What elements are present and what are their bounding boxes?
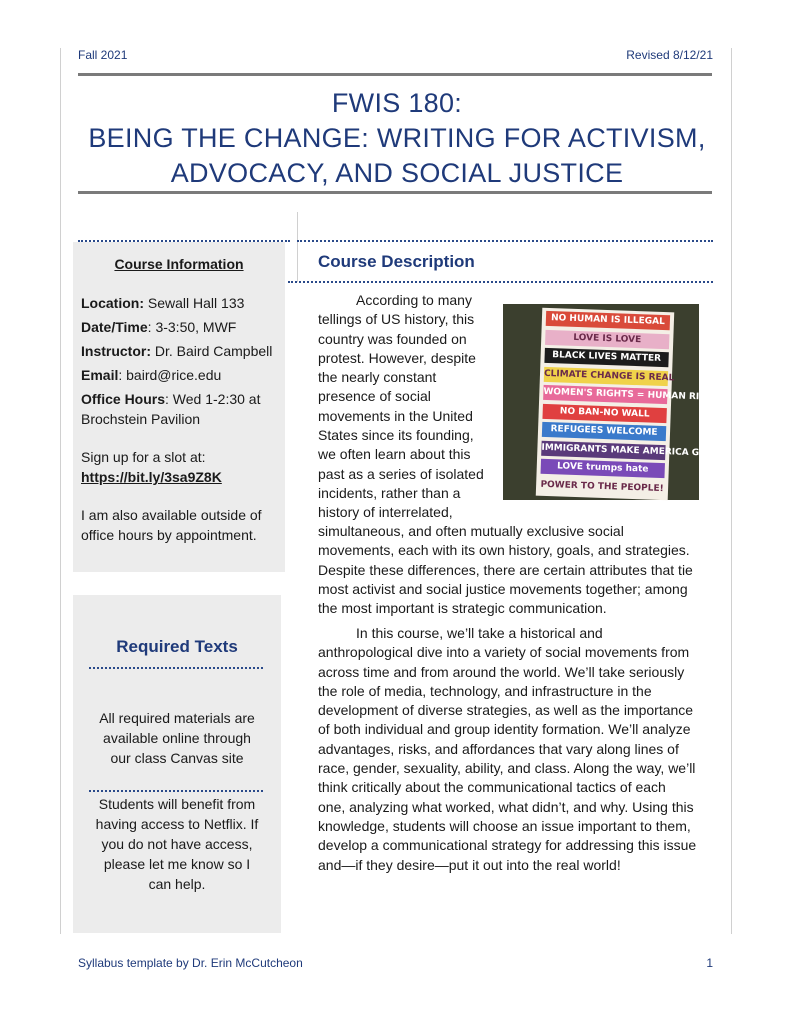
- description-line: movements in the United: [318, 407, 473, 424]
- sign-slogan: REFUGEES WELCOME: [542, 422, 666, 441]
- office-hours-line: [81, 389, 285, 409]
- term-label: Fall 2021: [78, 48, 128, 62]
- sign-slogan: BLACK LIVES MATTER: [544, 348, 668, 367]
- netflix-line: you do not have access,: [101, 836, 253, 852]
- location-label: Location:: [81, 295, 144, 311]
- instructor-line: [81, 339, 285, 363]
- materials-line: our class Canvas site: [110, 750, 244, 766]
- description-line: incidents, rather than a: [318, 484, 461, 501]
- title-line-2: BEING THE CHANGE: WRITING FOR ACTIVISM,: [88, 123, 706, 153]
- netflix-line: can help.: [148, 876, 206, 892]
- description-line: country was founded on: [318, 330, 467, 347]
- availability-line-1: I am also available outside of: [81, 507, 262, 523]
- description-line: In this course, we’ll take a historical and: [356, 625, 603, 641]
- description-line: across time and from around the world. We’ll take seriously: [318, 663, 685, 680]
- datetime-line: [81, 315, 285, 339]
- description-line: of both individual and group identity formation. We’ll analyze: [318, 721, 691, 738]
- description-line: development of diverse strategies, as well as the importance: [318, 702, 694, 719]
- description-line: simultaneous, and often mutually exclusive social: [318, 523, 624, 539]
- required-texts-rule-1: [89, 667, 263, 669]
- description-line: States since its founding,: [318, 427, 474, 444]
- signup-link[interactable]: [81, 467, 285, 487]
- location-line: [81, 291, 285, 315]
- required-texts-heading: Required Texts: [116, 637, 238, 656]
- sign-slogan: CLIMATE CHANGE IS REAL: [544, 366, 668, 385]
- description-line: we often learn about this: [318, 446, 471, 463]
- sign-slogan: LOVE trumps hate: [541, 459, 665, 478]
- left-margin-line: [60, 48, 61, 934]
- description-line: knowledge, students will choose an issue important to them,: [318, 817, 691, 834]
- instructor-value: Dr. Baird Campbell: [151, 343, 273, 359]
- column-divider: [297, 212, 298, 282]
- title-line-1: FWIS 180:: [331, 88, 463, 118]
- description-line: the role of media, technology, and infrastructure in the: [318, 682, 652, 699]
- materials-line: All required materials are: [99, 710, 255, 726]
- course-description-heading: Course Description: [318, 252, 475, 271]
- description-heading-rule: [288, 281, 713, 283]
- description-line: and—if they desire—put it out into the real world!: [318, 856, 621, 873]
- email-value: : baird@rice.edu: [118, 367, 222, 383]
- office-hours-label: Office Hours: [81, 391, 166, 407]
- netflix-note: [73, 794, 281, 894]
- description-line: past as a series of isolated: [318, 465, 484, 482]
- course-info-heading: Course Information: [114, 256, 244, 272]
- footer-credit: Syllabus template by Dr. Erin McCutcheon: [78, 956, 303, 970]
- netflix-line: Students will benefit from: [98, 796, 256, 812]
- instructor-label: Instructor:: [81, 343, 151, 359]
- sign-slogan: IMMIGRANTS MAKE AMERICA GREAT: [541, 442, 725, 459]
- title-line-3: ADVOCACY, AND SOCIAL JUSTICE: [170, 158, 624, 188]
- description-para2: [318, 624, 713, 875]
- course-info-details: [81, 291, 285, 545]
- required-texts-rule-2: [89, 790, 263, 792]
- description-para1-wrapped: [318, 291, 490, 523]
- description-line: movements, each with its own history, goals, and strategies.: [318, 542, 690, 559]
- description-line: Despite these differences, there are certain attributes that tie: [318, 561, 693, 578]
- page-number: 1: [706, 956, 713, 970]
- sign-slogan: WOMEN'S RIGHTS = HUMAN RIGHTS: [543, 386, 727, 404]
- office-location-line: Brochstein Pavilion: [81, 411, 201, 427]
- netflix-line: having access to Netflix. If: [95, 816, 259, 832]
- description-line: advantages, risks, and affordances that vary along lines of: [318, 740, 679, 757]
- description-line: the nearly constant: [318, 369, 437, 386]
- protest-sign-photo: [503, 304, 727, 500]
- description-line: anthropological dive into a variety of social movements from: [318, 644, 690, 661]
- netflix-line: please let me know so I: [103, 856, 251, 872]
- datetime-value: : 3-3:50, MWF: [147, 319, 237, 335]
- description-line: develop a communicational strategy for addressing this issue: [318, 837, 697, 854]
- email-line: [81, 363, 285, 387]
- title-bottom-rule: [78, 191, 712, 194]
- description-line: history of interrelated,: [318, 504, 453, 521]
- description-line: According to many: [356, 292, 472, 308]
- description-line: think critically about the communicational tactics of each: [318, 779, 666, 796]
- description-line: protest. However, despite: [318, 349, 476, 366]
- sign-slogan: NO BAN-NO WALL: [542, 403, 666, 422]
- sign-slogan: LOVE IS LOVE: [545, 329, 669, 348]
- office-hours-value: : Wed 1-2:30 at: [165, 391, 261, 407]
- sign-slogan: POWER TO THE PEOPLE!: [540, 477, 664, 496]
- protest-sign: [536, 308, 727, 500]
- email-label: Email: [81, 367, 119, 383]
- revised-label: Revised 8/12/21: [626, 48, 713, 62]
- description-line: race, gender, sexuality, ability, and class. Along the way, we’ll: [318, 760, 696, 777]
- description-line: the most important is strategic communication.: [318, 600, 607, 617]
- location-value: Sewall Hall 133: [144, 295, 245, 311]
- availability-line-2: office hours by appointment.: [81, 527, 257, 543]
- title-top-rule: [78, 73, 712, 76]
- description-line: tellings of US history, this: [318, 311, 475, 328]
- signup-link-text[interactable]: https://bit.ly/3sa9Z8K: [81, 469, 222, 485]
- description-line: most activist and social justice movements together; among: [318, 580, 688, 597]
- description-para1-full: [318, 522, 713, 618]
- signup-line: Sign up for a slot at:: [81, 449, 206, 465]
- required-texts-box: [73, 595, 281, 933]
- description-line: one, analyzing what worked, what didn’t, and why. Using this: [318, 798, 694, 815]
- description-line: presence of social: [318, 388, 431, 405]
- sign-slogan: NO HUMAN IS ILLEGAL: [546, 311, 670, 330]
- materials-note: [73, 708, 281, 768]
- materials-line: available online through: [103, 730, 251, 746]
- right-dotted-rule: [297, 240, 713, 242]
- course-info-box: [73, 242, 285, 572]
- page-title: [62, 86, 732, 191]
- datetime-label: Date/Time: [81, 319, 148, 335]
